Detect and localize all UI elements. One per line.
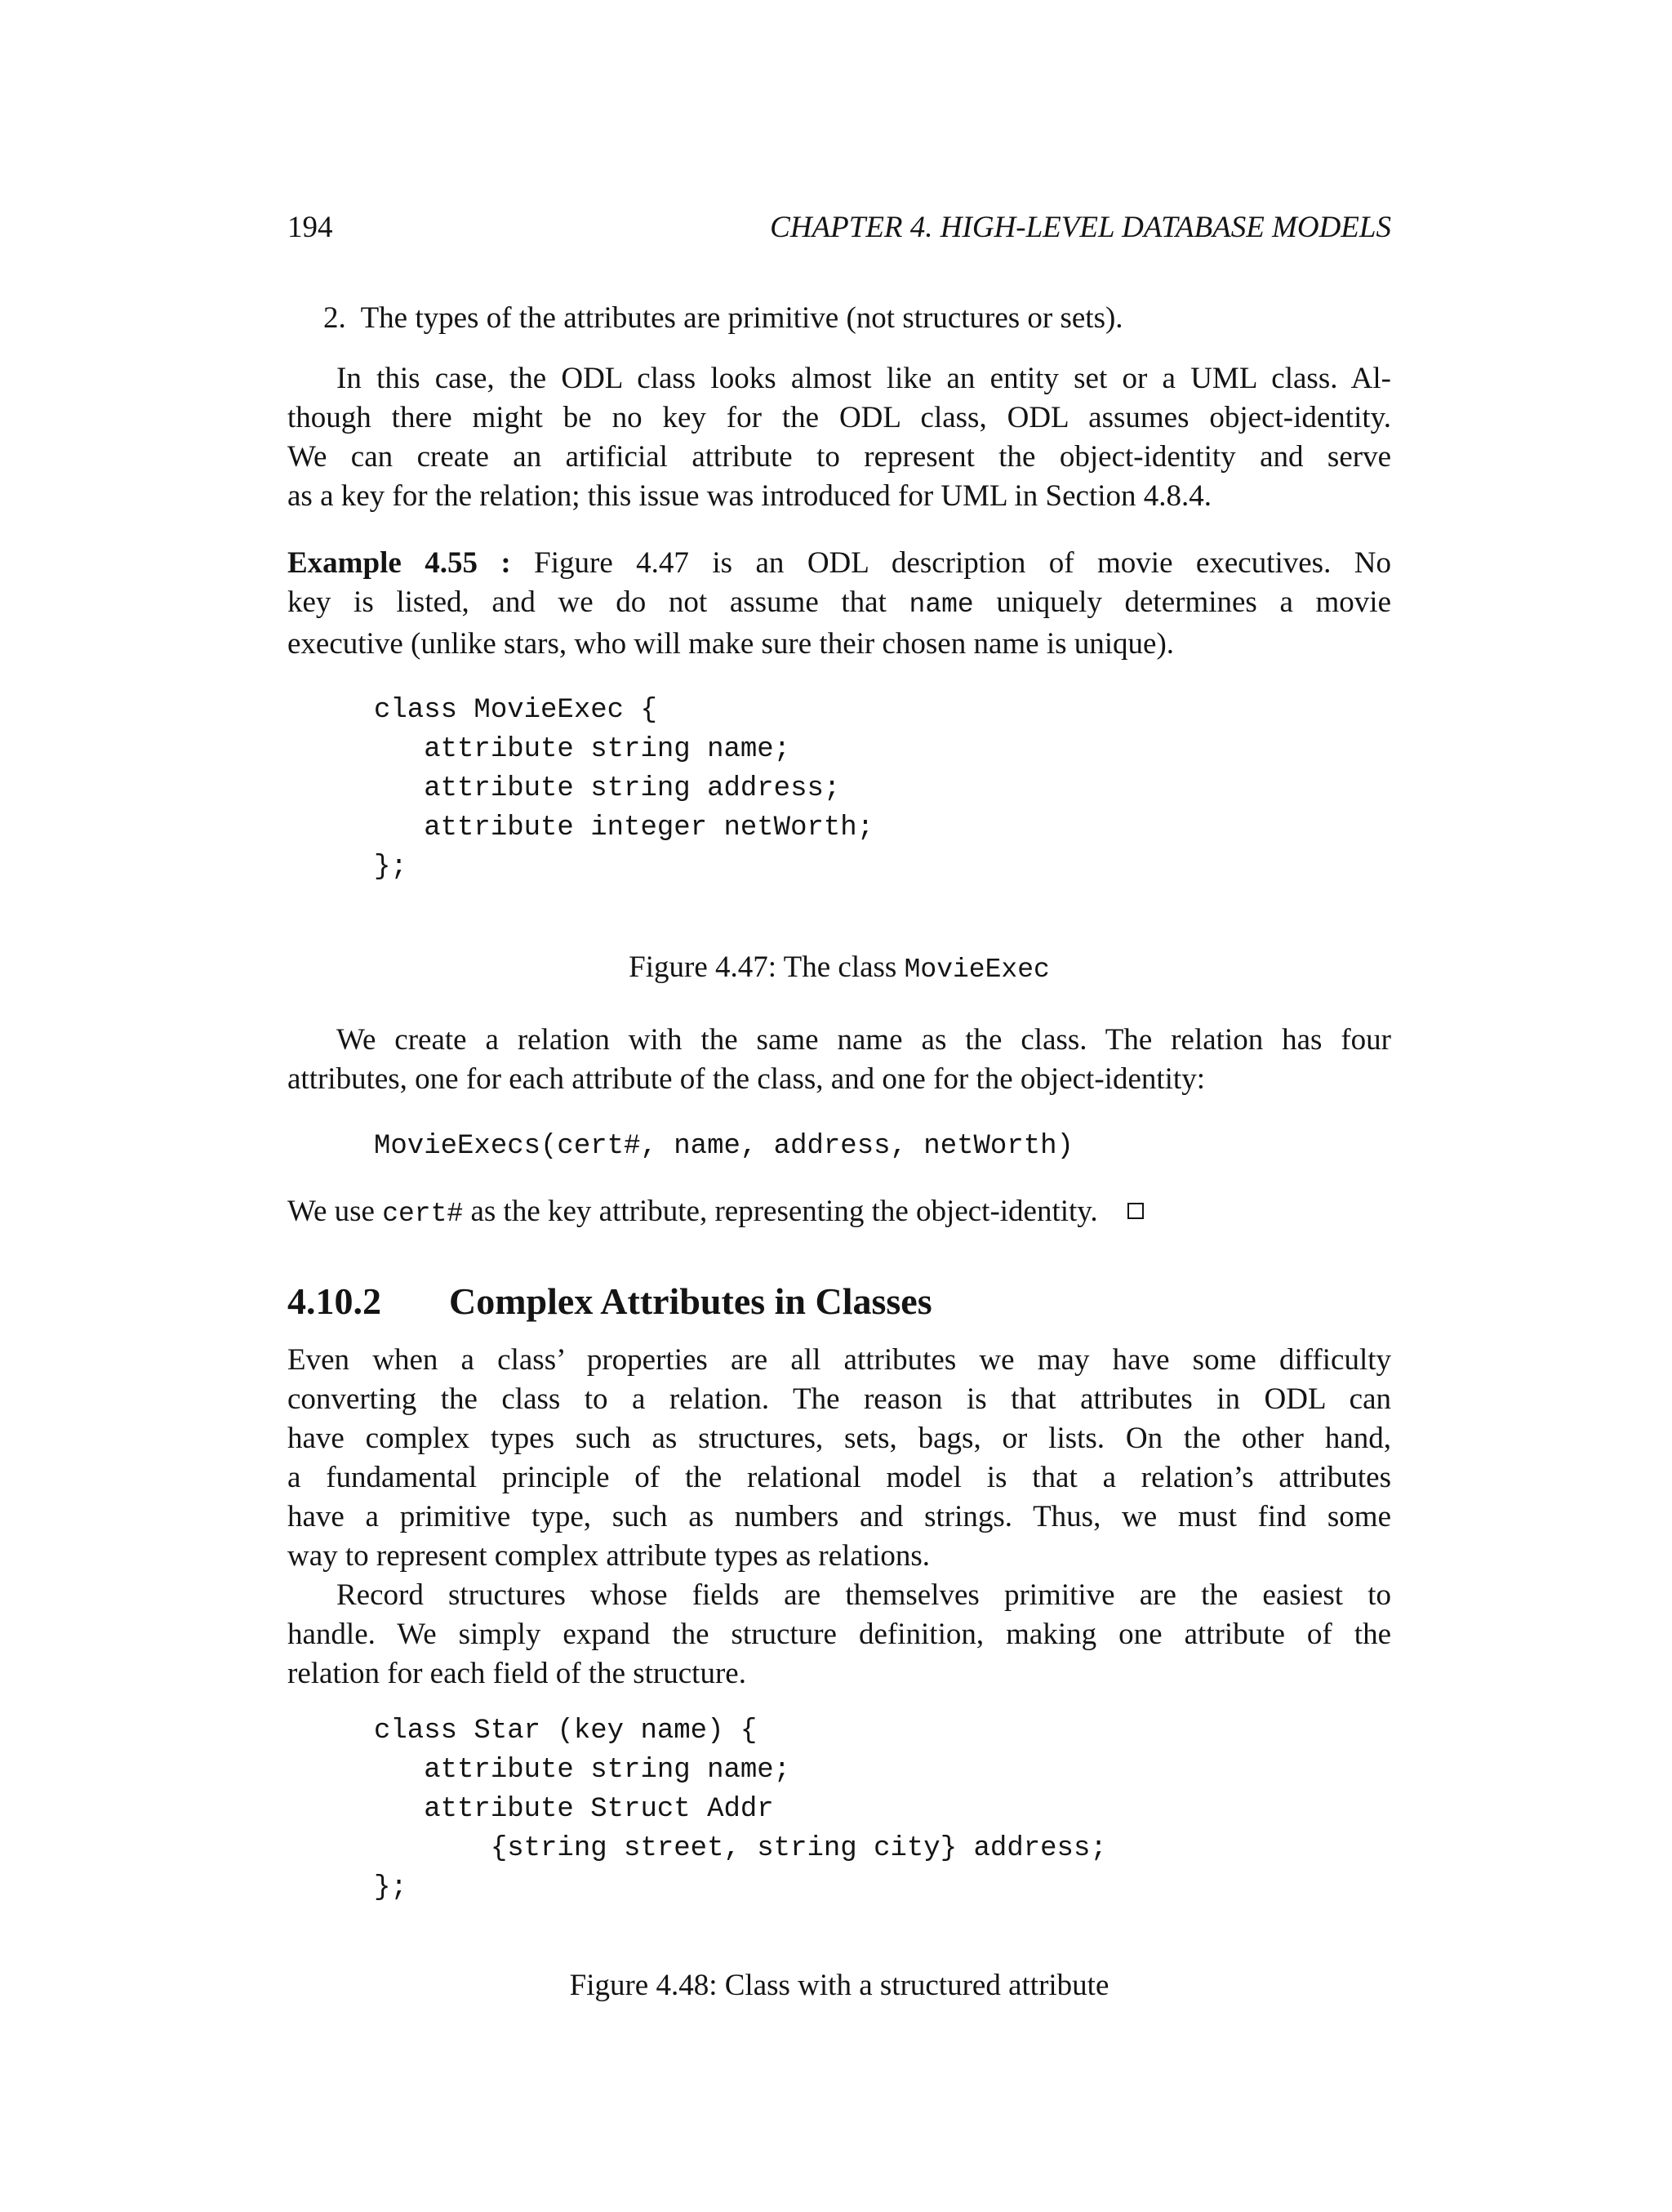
text-line: executive (unlike stars, who will make sure their chosen name is unique). [287, 627, 1175, 661]
code-line: {string street, string city} address; [374, 1833, 1107, 1864]
text-line: relation for each field of the structure. [287, 1657, 746, 1690]
section-number: 4.10.2 [287, 1280, 381, 1322]
code-line: }; [374, 852, 407, 883]
inline-code: cert# [382, 1199, 464, 1229]
section-heading [287, 1279, 932, 1324]
text-line: have complex types such as structures, sets, bags, or lists. On the other hand, [287, 1422, 1391, 1455]
page-number: 194 [287, 211, 333, 244]
chapter-title: CHAPTER 4. HIGH-LEVEL DATABASE MODELS [770, 211, 1391, 244]
code-line: attribute string name; [374, 1755, 791, 1786]
example-label: Example 4.55 : [287, 546, 511, 580]
text-line: Example 4.55 : Figure 4.47 is an ODL description of movie executives. No [287, 546, 1391, 580]
code-line: attribute Struct Addr [374, 1794, 774, 1825]
text-line: attributes, one for each attribute of the class, and one for the object-identity: [287, 1062, 1205, 1096]
paragraph-cert: We use cert# as the key attribute, representing the object-identity. [287, 1192, 1144, 1234]
text-line: Record structures whose fields are themselves primitive are the easiest to [336, 1578, 1391, 1612]
paragraph-complex-attributes [287, 1341, 1391, 1576]
code-line: }; [374, 1872, 407, 1903]
end-of-example-icon [1127, 1203, 1144, 1219]
code-line: attribute integer netWorth; [374, 812, 874, 843]
section-title: Complex Attributes in Classes [449, 1280, 932, 1322]
text-line: We can create an artificial attribute to represent the object-identity and serve [287, 440, 1391, 474]
paragraph-relation [287, 1021, 1391, 1099]
code-line: attribute string address; [374, 773, 841, 804]
figure-caption-4-48: Figure 4.48: Class with a structured attribute [569, 1969, 1109, 2002]
code-line: class Star (key name) { [374, 1716, 758, 1747]
text-line: have a primitive type, such as numbers and strings. Thus, we must find some [287, 1500, 1391, 1533]
text-line: converting the class to a relation. The reason is that attributes in ODL can [287, 1382, 1391, 1416]
text-line: handle. We simply expand the structure definition, making one attribute of the [287, 1618, 1391, 1651]
text-line: key is listed, and we do not assume that name uniquely determines a movie [287, 585, 1392, 620]
text-line: way to represent complex attribute types as relations. [287, 1539, 931, 1573]
text-line: Even when a class’ properties are all attributes we may have some difficulty [287, 1343, 1391, 1377]
paragraph-odl-intro [287, 359, 1391, 516]
text-line: though there might be no key for the ODL class, ODL assumes object-identity. [287, 401, 1391, 434]
text-line: We create a relation with the same name as the class. The relation has four [336, 1023, 1391, 1057]
text-line: a fundamental principle of the relational model is that a relation’s attributes [287, 1461, 1391, 1494]
code-block-star [374, 1711, 1107, 1907]
inline-code: MovieExec [904, 955, 1050, 985]
paragraph-record-structures [287, 1576, 1391, 1693]
figure-caption-4-47: Figure 4.47: The class MovieExec [629, 950, 1050, 985]
code-line: attribute string name; [374, 734, 791, 765]
relation-schema: MovieExecs(cert#, name, address, netWorth) [374, 1131, 1074, 1162]
code-block-movieexec [374, 691, 874, 887]
code-line: class MovieExec { [374, 695, 657, 726]
list-item-2: 2. The types of the attributes are primitive (not structures or sets). [323, 301, 1123, 335]
text-line: In this case, the ODL class looks almost like an entity set or a UML class. Al- [336, 362, 1391, 395]
inline-code: name [909, 590, 974, 620]
example-4-55 [287, 544, 1391, 664]
text-line: as a key for the relation; this issue was introduced for UML in Section 4.8.4. [287, 479, 1212, 513]
